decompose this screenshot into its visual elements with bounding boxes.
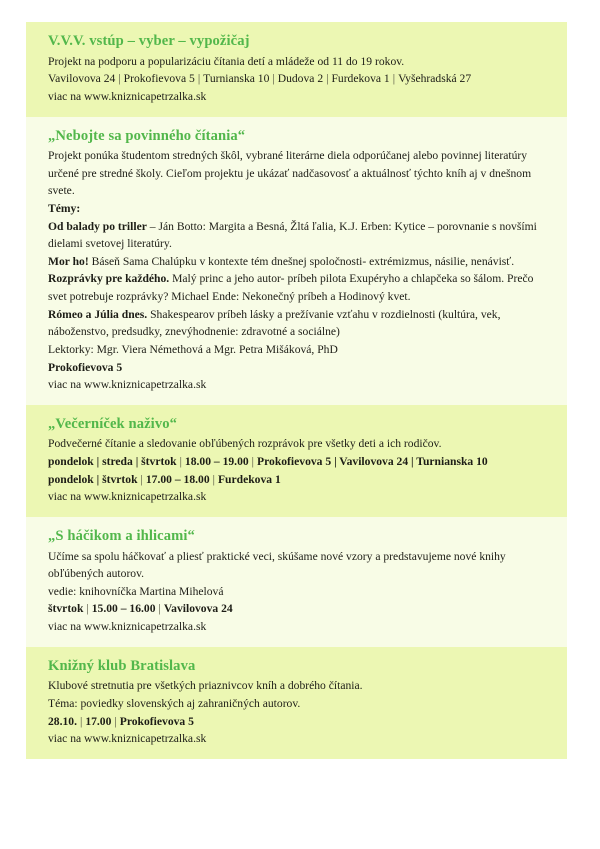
section-nebojte-sa-povinneho-citania <box>26 117 567 405</box>
venue-item: Prokofievova 5 <box>123 72 195 86</box>
section-title: „Večerníček naživo“ <box>48 415 178 432</box>
topic-item <box>48 306 545 341</box>
schedule-separator: | <box>179 455 182 469</box>
schedule-venues: Prokofievova 5 <box>119 714 194 728</box>
venue-item: Vavilovova 24 <box>48 72 116 86</box>
topic-item <box>48 218 545 253</box>
schedule-time: 18.00 – 19.00 <box>184 455 249 469</box>
topic-text: Shakespearov príbeh lásky a prežívanie vzťahu v rozdielnosti (kultúra, vek, náboženstvo, predsudky, znevýhodnenie: zdravotné a sociálne) <box>48 307 501 339</box>
section-description: Učíme sa spolu háčkovať a pliesť praktické veci, skúšame nové vzory a predstavujeme nové knihy obľúbených autorov. <box>48 549 506 581</box>
schedule-separator: | <box>140 472 143 486</box>
venue-item: Furdekova 1 <box>331 72 390 86</box>
section-title: V.V.V. vstúp – vyber – vypožičaj <box>48 33 250 49</box>
section-venue: Prokofievova 5 <box>48 360 123 374</box>
section-description: Klubové stretnutia pre všetkých priaznivcov kníh a dobrého čítania. <box>48 679 363 693</box>
program-sections <box>26 22 567 759</box>
section-more-info: viac na www.kniznicapetrzalka.sk <box>48 732 207 746</box>
topic-lead: Rómeo a Júlia dnes. <box>48 307 148 321</box>
topic-text: – Ján Botto: Margita a Besná, Žltá ľalia, K.J. Erben: Kytice – porovnanie s novšími dielami svetovej literatúry. <box>48 219 537 251</box>
schedule-venues: Vavilovova 24 <box>163 602 233 616</box>
venue-item: Dudova 2 <box>277 72 324 86</box>
section-s-hacikom-a-ihlicami <box>26 517 567 647</box>
topic-lead: Mor ho! <box>48 254 89 268</box>
schedule-date: 28.10. <box>48 714 77 728</box>
topic-item <box>48 270 545 305</box>
section-more-info: viac na www.kniznicapetrzalka.sk <box>48 619 207 633</box>
topic-item <box>48 253 545 271</box>
schedule-venues: Prokofievova 5 | Vavilovova 24 | Turnianska 10 <box>257 455 488 469</box>
section-description: Podvečerné čítanie a sledovanie obľúbených rozprávok pre všetky deti a ich rodičov. <box>48 437 442 451</box>
schedule-time: 15.00 – 16.00 <box>91 602 156 616</box>
schedule-separator: | <box>114 714 117 728</box>
venue-separator: | <box>392 72 396 86</box>
topics-label: Témy: <box>48 202 81 216</box>
venue-separator: | <box>118 72 121 86</box>
venue-item: Vyšehradská 27 <box>398 72 472 86</box>
schedule-time: 17.00 <box>85 714 112 728</box>
venue-separator: | <box>272 72 275 86</box>
schedule-separator: | <box>86 602 89 616</box>
schedule-row <box>48 453 545 471</box>
section-topic: Téma: poviedky slovenských aj zahraničných autorov. <box>48 696 301 710</box>
schedule-days: pondelok | streda | štvrtok <box>48 455 177 469</box>
schedule-row <box>48 600 545 618</box>
schedule-separator: | <box>212 472 215 486</box>
venue-separator: | <box>326 72 329 86</box>
section-knizny-klub-bratislava <box>26 647 567 759</box>
section-more-info: viac na www.kniznicapetrzalka.sk <box>48 89 207 103</box>
section-vvv <box>26 22 567 117</box>
section-description: Projekt na podporu a popularizáciu čítania detí a mládeže od 11 do 19 rokov. <box>48 54 405 68</box>
section-description: Projekt ponúka študentom stredných škôl, vybrané literárne diela odporúčanej alebo povinnej literatúry určené pre stredné školy. Cieľom projektu je ukázať nadčasovosť a aktuálnosť týchto kníh aj v dnešnom svete. <box>48 149 532 198</box>
schedule-days: pondelok | štvrtok <box>48 472 138 486</box>
schedule-time: 17.00 – 18.00 <box>145 472 210 486</box>
topic-text: Báseň Sama Chalúpku v kontexte tém dnešnej spoločnosti- extrémizmus, násilie, nenávisť. <box>88 254 515 268</box>
section-title: „S háčikom a ihlicami“ <box>48 527 195 544</box>
section-title: „Nebojte sa povinného čítania“ <box>48 127 246 144</box>
section-venues <box>48 70 545 88</box>
schedule-separator: | <box>251 455 254 469</box>
section-title: Knižný klub Bratislava <box>48 657 196 674</box>
topic-lead: Od balady po triller <box>48 219 147 233</box>
venue-item: Turnianska 10 <box>203 72 270 86</box>
schedule-row <box>48 471 545 489</box>
schedule-separator: | <box>158 602 161 616</box>
section-lecturers: Lektorky: Mgr. Viera Némethová a Mgr. Petra Mišáková, PhD <box>48 342 338 356</box>
section-more-info: viac na www.kniznicapetrzalka.sk <box>48 490 207 504</box>
section-leader: vedie: knihovníčka Martina Mihelová <box>48 584 224 598</box>
section-more-info: viac na www.kniznicapetrzalka.sk <box>48 378 207 392</box>
schedule-separator: | <box>79 714 83 728</box>
schedule-row <box>48 713 545 731</box>
section-vecernicek-nazivo <box>26 405 567 517</box>
venue-separator: | <box>197 72 201 86</box>
topic-lead: Rozprávky pre každého. <box>48 272 170 286</box>
topic-text: Malý princ a jeho autor- príbeh pilota Exupéryho a chlapčeka so šálom. Prečo svet potrebuje rozprávky? Michael Ende: Nekonečný príbeh a Hodinový kvet. <box>48 272 534 304</box>
schedule-days: štvrtok <box>48 602 84 616</box>
schedule-venues: Furdekova 1 <box>217 472 281 486</box>
